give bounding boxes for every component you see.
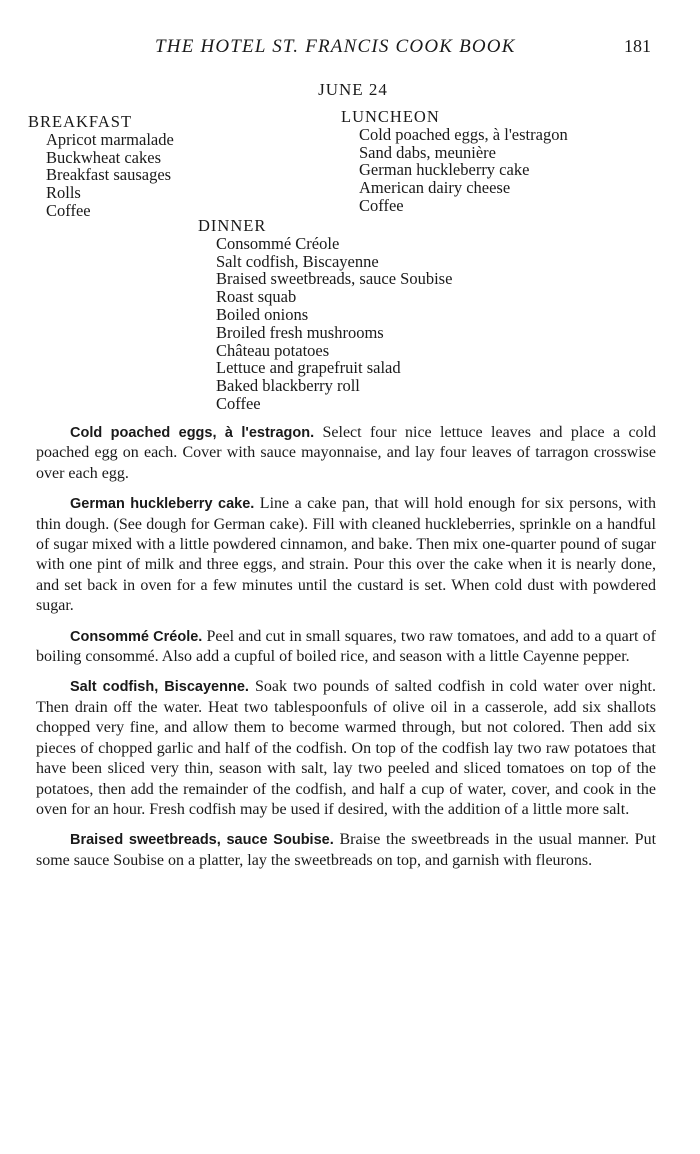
dinner-menu [198, 217, 452, 413]
menu-item: Coffee [46, 200, 91, 220]
menu-item: Château potatoes [216, 340, 330, 360]
recipe-paragraph [36, 830, 656, 871]
menu-item: Consommé Créole [216, 233, 340, 253]
breakfast-menu [28, 113, 174, 220]
menu-item: Lettuce and grapefruit salad [216, 358, 401, 378]
recipe-paragraph [36, 677, 656, 820]
menu-item: Rolls [46, 183, 81, 203]
menu-item: German huckleberry cake [359, 160, 530, 180]
menu-item: Salt codfish, Biscayenne [216, 251, 379, 271]
menu-item: Apricot marmalade [46, 129, 174, 149]
menu-item: Coffee [216, 393, 261, 413]
recipe-body: Soak two pounds of salted codfish in cold water over night. Then drain off the water. Heat two tablespoonfuls of olive oil in a casserole, add six shallots chopped very fine, and allow them to become warmed through, but not colored. Then add six pieces of chopped garlic and half of the codfish. On top of the codfish lay two raw potatoes that have been sliced very thin, season with salt, lay two peeled and sliced tomatoes on top of the potatoes, then add the remainder of the codfish, and half a cup of water, cover, and cook in the oven for an hour. Fresh codfish may be used if desired, with the addition of a little more salt. [36, 678, 657, 818]
menu-item: Boiled onions [216, 304, 309, 324]
running-head [0, 36, 700, 64]
menu-item: Broiled fresh mushrooms [216, 322, 384, 342]
recipe-paragraph [36, 494, 656, 616]
menu-item: Baked blackberry roll [216, 376, 360, 396]
luncheon-menu [341, 108, 568, 215]
recipe-title: Salt codfish, Biscayenne. [70, 679, 249, 696]
recipe-paragraph [36, 627, 656, 668]
dinner-label: DINNER [198, 216, 267, 235]
date-heading: JUNE 24 [318, 80, 388, 99]
recipe-body: Peel and cut in small squares, two raw tomatoes, and add to a quart of boiling consommé. Also add a cupful of boiled rice, and season with a little Cayenne pepper. [36, 627, 656, 666]
menu-item: Roast squab [216, 287, 297, 307]
recipes [36, 423, 656, 881]
menu-item: Coffee [359, 195, 404, 215]
menu-item: Breakfast sausages [46, 165, 172, 185]
menu-item: American dairy cheese [359, 178, 511, 198]
breakfast-label: BREAKFAST [28, 112, 133, 131]
running-title: THE HOTEL ST. FRANCIS COOK BOOK [155, 36, 516, 57]
recipe-title: Consommé Créole. [70, 628, 203, 645]
recipe-title: Cold poached eggs, à l'estragon. [70, 425, 315, 441]
menu-item: Sand dabs, meunière [359, 142, 497, 162]
luncheon-label: LUNCHEON [341, 107, 440, 126]
breakfast-items [28, 131, 174, 220]
recipe-title: Braised sweetbreads, sauce Soubise. [70, 832, 334, 849]
recipe-title: German huckleberry cake. [70, 496, 255, 513]
page-number: 181 [624, 36, 651, 56]
menu-item: Buckwheat cakes [46, 147, 161, 167]
luncheon-items [341, 126, 568, 215]
recipe-body: Select four nice lettuce leaves and place a cold poached egg on each. Cover with sauce mayonnaise, and lay four leaves of tarragon crosswise over each egg. [36, 424, 656, 482]
dinner-items [198, 235, 452, 413]
menu-item: Cold poached eggs, à l'estragon [359, 124, 568, 144]
recipe-body: Line a cake pan, that will hold enough for six persons, with thin dough. (See dough for German cake). Fill with cleaned huckleberries, sprinkle on a handful of sugar mixed with a little powdered cinnamon, and bake. Then mix one-quarter pound of sugar with one pint of milk and three eggs, and strain. Pour this over the cake when it is nearly done, and set back in oven for a few minutes until the custard is set. When cold dust with powdered sugar. [36, 495, 656, 615]
recipe-paragraph [36, 423, 656, 484]
menu-item: Braised sweetbreads, sauce Soubise [216, 269, 453, 289]
recipe-body: Braise the sweetbreads in the usual manner. Put some sauce Soubise on a platter, lay the sweetbreads on top, and garnish with fleurons. [36, 831, 657, 869]
